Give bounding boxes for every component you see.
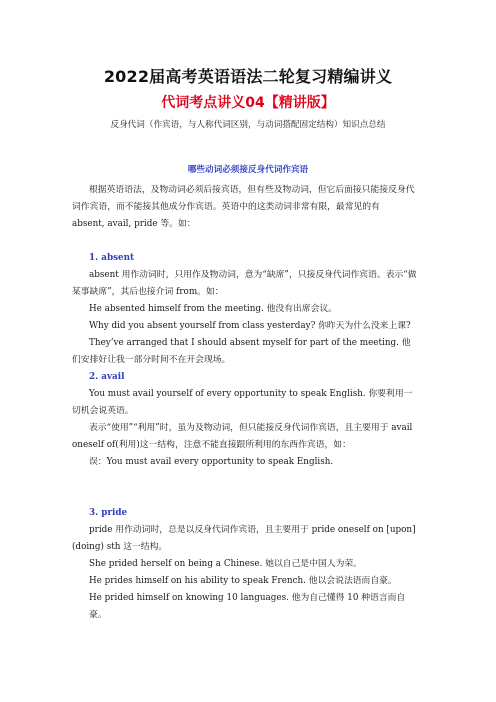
example-sentence: Why did you absent yourself from class yesterday? 你昨天为什么没来上课? (89, 321, 411, 331)
item-desc-pride: pride 用作动词时，总是以反身代词作宾语，且主要用于 pride oneself on [upon] (doing) sth 这一结构。 (72, 525, 416, 552)
item-desc-absent: absent 用作动词时，只用作及物动词，意为“缺席”，只接反身代词作宾语。表示“做某事缺席”，其后也接介词 from。如： (72, 270, 417, 297)
intro-paragraph: 根据英语语法，及物动词必须后接宾语，但有些及物动词，但它后面接只能接反身代词作宾语，而不能接其他成分作宾语。英语中的这类动词非常有限，最常见的有 absent, avail, pride 等。如： (72, 185, 415, 229)
item-absent (72, 250, 418, 369)
document-subtitle: 代词考点讲义04【精讲版】 (161, 95, 335, 111)
document-title: 2022届高考英语语法二轮复习精编讲义 (103, 67, 393, 86)
item-title-avail: 2. avail (89, 372, 125, 382)
section-heading: 哪些动词必须接反身代词作宾语 (187, 165, 309, 175)
document-summary: 反身代词（作宾语，与人称代词区别，与动词搭配固定结构）知识点总结 (110, 120, 386, 130)
example-sentence: She prided herself on being a Chinese. 她以自己是中国人为荣。 (89, 559, 362, 569)
item-desc-avail: You must avail yourself of every opportunity to speak English. 你要利用一切机会说英语。 (72, 389, 413, 416)
example-sentence: He prides himself on his ability to speak French. 他以会说法语而自豪。 (89, 576, 397, 586)
wrong-example: 误：You must avail every opportunity to speak English. (89, 457, 334, 467)
item-title-absent: 1. absent (89, 253, 135, 263)
intro-block (72, 182, 418, 233)
item-desc2-avail: 表示“使用”“利用”时，虽为及物动词，但只能接反身代词作宾语，且主要用于 avail oneself of(利用)这一结构，注意不能直接跟所利用的东西作宾语，如： (72, 423, 413, 450)
example-sentence: He prided himself on knowing 10 languages. 他为自己懂得 10 种语言而自豪。 (89, 593, 406, 620)
example-sentence: He absented himself from the meeting. 他没有出席会议。 (89, 304, 337, 314)
example-sentence: They’ve arranged that I should absent myself for part of the meeting. 他们安排好让我一部分时间不在开会现场。 (72, 338, 411, 365)
item-pride (72, 505, 418, 624)
item-title-pride: 3. pride (89, 508, 128, 518)
item-avail (72, 369, 418, 471)
